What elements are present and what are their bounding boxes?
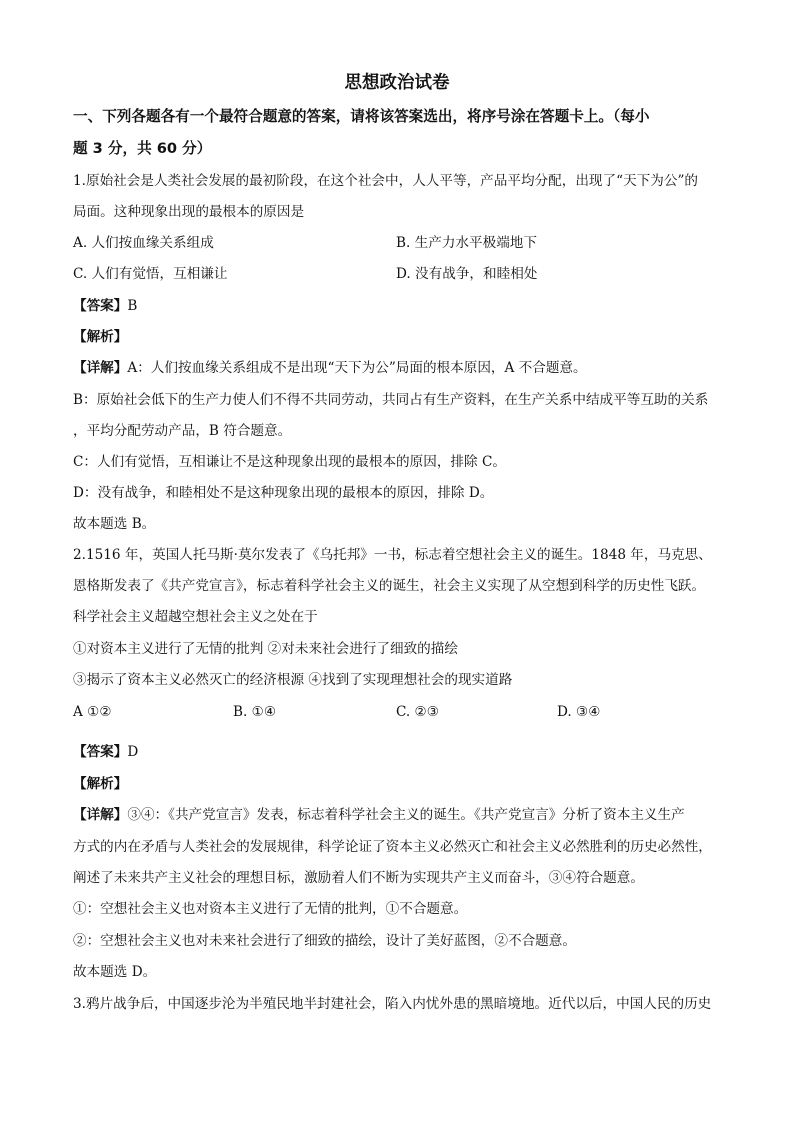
q2-option-b: B. ①④ (233, 704, 277, 720)
q2-answer-value: D (127, 744, 139, 760)
q2-option-d: D. ③④ (557, 704, 601, 720)
q2-item-line1: ①对资本主义进行了无情的批判 ②对未来社会进行了细致的描绘 (73, 641, 458, 657)
q1-detail-line2: B：原始社会低下的生产力使人们不得不共同劳动，共同占有生产资料，在生产关系中结成平等互助的关系 (73, 392, 709, 408)
q1-analysis-tag: 【解析】 (73, 329, 128, 345)
q2-detail-line1: ③④：《共产党宣言》发表，标志着科学社会主义的诞生。《共产党宣言》分析了资本主义生产 (127, 807, 685, 823)
q1-answer-value: B (127, 298, 138, 314)
q1-answer-row (73, 297, 137, 315)
q1-detail-line1: A：人们按血缘关系组成不是出现“天下为公”局面的根本原因，A 不合题意。 (127, 360, 587, 376)
q2-stem-line3: 科学社会主义超越空想社会主义之处在于 (73, 609, 318, 625)
q2-detail-line2: 方式的内在矛盾与人类社会的发展规律，科学论证了资本主义必然灭亡和社会主义必然胜利的历史必然性， (73, 839, 712, 855)
q2-conclusion: 故本题选 D。 (73, 964, 157, 980)
page-title: 思想政治试卷 (344, 73, 450, 93)
q2-analysis-tag: 【解析】 (73, 776, 128, 792)
q2-detail-line4: ①：空想社会主义也对资本主义进行了无情的批判，①不合题意。 (73, 901, 468, 917)
section-heading-line1: 一、下列各题各有一个最符合题意的答案，请将该答案选出，将序号涂在答题卡上。（每小 (73, 108, 650, 125)
q1-option-c: C. 人们有觉悟，互相谦让 (73, 266, 228, 282)
q2-answer-row (73, 743, 138, 761)
q1-detail-line3: ，平均分配劳动产品，B 符合题意。 (73, 423, 292, 439)
q1-option-a: A. 人们按血缘关系组成 (73, 235, 214, 251)
section-heading-line2: 题 3 分，共 60 分） (73, 140, 212, 157)
q2-option-c: C. ②③ (396, 704, 439, 720)
q2-option-a: A ①② (73, 704, 112, 720)
q1-option-d: D. 没有战争，和睦相处 (396, 266, 538, 282)
q1-stem-line2: 局面。这种现象出现的最根本的原因是 (73, 204, 305, 220)
q1-conclusion: 故本题选 B。 (73, 516, 156, 532)
q2-answer-tag: 【答案】 (73, 744, 128, 760)
q1-detail-line5: D：没有战争，和睦相处不是这种现象出现的最根本的原因，排除 D。 (73, 485, 494, 501)
q1-answer-tag: 【答案】 (73, 298, 128, 314)
q2-stem-line2: 恩格斯发表了《共产党宣言》，标志着科学社会主义的诞生，社会主义实现了从空想到科学的历史性飞跃。 (73, 578, 706, 594)
q2-detail-tag: 【详解】 (73, 807, 128, 823)
q2-detail-row1 (73, 806, 685, 824)
q2-item-line2: ③揭示了资本主义必然灭亡的经济根源 ④找到了实现理想社会的现实道路 (73, 672, 513, 688)
q1-option-b: B. 生产力水平极端地下 (396, 235, 537, 251)
q1-detail-row1 (73, 359, 587, 377)
q3-stem-line1: 3.鸦片战争后，中国逐步沦为半殖民地半封建社会，陷入内忧外患的黑暗境地。近代以后，中国人民的历史 (73, 996, 712, 1012)
q1-stem-line1: 1.原始社会是人类社会发展的最初阶段，在这个社会中，人人平等，产品平均分配，出现了“天下为公”的 (73, 173, 698, 189)
q2-detail-line5: ②：空想社会主义也对未来社会进行了细致的描绘，设计了美好蓝图，②不合题意。 (73, 933, 576, 949)
q1-detail-line4: C：人们有觉悟，互相谦让不是这种现象出现的最根本的原因，排除 C。 (73, 454, 506, 470)
q2-stem-line1: 2.1516 年，英国人托马斯·莫尔发表了《乌托邦》一书，标志着空想社会主义的诞生。1848 年，马克思、 (73, 547, 712, 563)
q1-detail-tag: 【详解】 (73, 360, 128, 376)
q2-detail-line3: 阐述了未来共产主义社会的理想目标，激励着人们不断为实现共产主义而奋斗，③④符合题意。 (73, 870, 644, 886)
